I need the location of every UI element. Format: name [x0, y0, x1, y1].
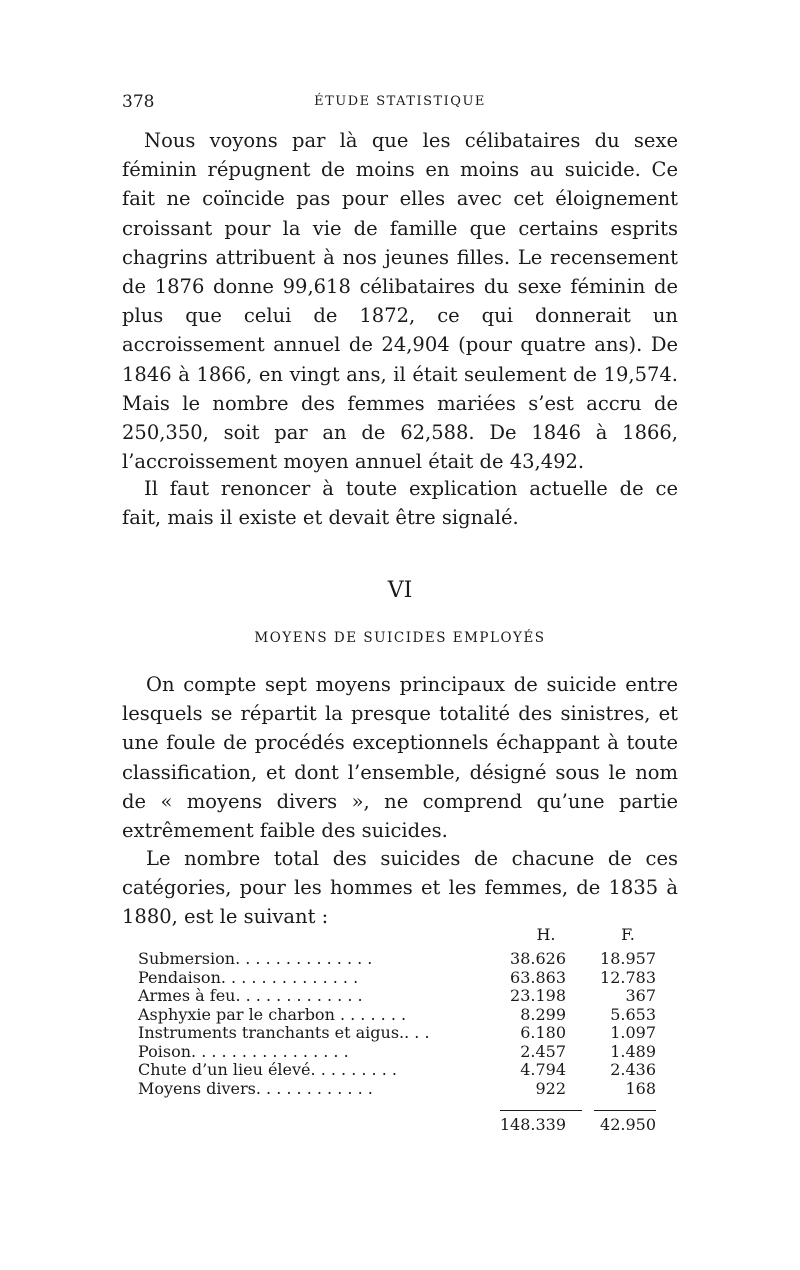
paragraph-2: Il faut renoncer à toute explication actuelle de ce fait, mais il existe et devait être signalé. [122, 477, 678, 530]
running-head [122, 92, 678, 116]
column-header-women: F. [621, 925, 635, 944]
row-value-men: 922 [535, 1078, 566, 1098]
row-value-women: 1.097 [610, 1023, 656, 1042]
row-label: Pendaison. . . . . . . . . . . . . . [138, 967, 359, 987]
row-value-women: 5.653 [610, 1004, 656, 1024]
row-value-men: 63.863 [510, 967, 566, 987]
table-row [138, 1061, 658, 1080]
section-title: MOYENS DE SUICIDES EMPLOYÉS [254, 630, 546, 646]
total-rule-women [594, 1110, 656, 1111]
table-rows [138, 950, 658, 1098]
paragraph-4: Le nombre total des suicides de chacune de ces catégories, pour les hommes et les femmes, de 1835 à 1880, est le suivant : [122, 847, 678, 929]
table-row [138, 1080, 658, 1099]
paragraph-3: On compte sept moyens principaux de suicide entre lesquels se répartit la presque totalité des sinistres, et une foule de procédés exceptionnels échappant à toute classification, et dont l’ensemble, désigné sous le nom de « moyens divers », ne comprend qu’une partie extrêmement faible des suicides. [122, 673, 678, 843]
row-label: Poison. . . . . . . . . . . . . . . . [138, 1041, 349, 1061]
running-title: ÉTUDE STATISTIQUE [314, 94, 486, 109]
row-value-women: 168 [625, 1078, 656, 1098]
row-value-women: 18.957 [600, 949, 656, 968]
total-men: 148.339 [499, 1115, 566, 1134]
row-value-men: 8.299 [520, 1004, 566, 1024]
row-label: Armes à feu. . . . . . . . . . . . . [138, 986, 363, 1005]
row-label: Chute d’un lieu élevé. . . . . . . . . [138, 1060, 397, 1079]
paragraph-1: Nous voyons par là que les célibataires du sexe féminin répugnent de moins en moins au suicide. Ce fait ne coïncide pas pour elles avec cet éloignement croissant pour la vie de famille que certains esprits chagrins attribuent à nos jeunes filles. Le recensement de 1876 donne 99,618 célibataires du sexe féminin de plus que celui de 1872, ce qui donnerait un accroissement annuel de 24,904 (pour quatre ans). De 1846 à 1866, en vingt ans, il était seulement de 19,574. Mais le nombre des femmes mariées s’est accru de 250,350, soit par an de 62,588. De 1846 à 1866, l’accroissement moyen annuel était de 43,492. [122, 129, 678, 474]
row-value-men: 23.198 [510, 986, 566, 1005]
row-label: Moyens divers. . . . . . . . . . . . [138, 1078, 373, 1098]
row-value-women: 1.489 [610, 1041, 656, 1061]
row-value-men: 4.794 [520, 1060, 566, 1079]
row-label: Asphyxie par le charbon . . . . . . . [138, 1004, 407, 1024]
table-row [138, 987, 658, 1006]
row-value-women: 12.783 [600, 967, 656, 987]
row-label: Instruments tranchants et aigus.. . . [138, 1023, 430, 1042]
page-number: 378 [122, 92, 155, 112]
totals-row [138, 1116, 658, 1136]
row-value-women: 367 [625, 986, 656, 1005]
table-row [138, 1006, 658, 1025]
row-value-men: 6.180 [520, 1023, 566, 1042]
table-row [138, 1024, 658, 1043]
total-women: 42.950 [600, 1115, 656, 1134]
section-number: VI [387, 578, 413, 603]
table-row [138, 969, 658, 988]
table-row [138, 1043, 658, 1062]
row-value-men: 38.626 [510, 949, 566, 968]
row-label: Submersion. . . . . . . . . . . . . . [138, 949, 373, 968]
row-value-men: 2.457 [520, 1041, 566, 1061]
total-rule-men [500, 1110, 582, 1111]
table-row [138, 950, 658, 969]
column-header-men: H. [536, 925, 556, 944]
row-value-women: 2.436 [610, 1060, 656, 1079]
